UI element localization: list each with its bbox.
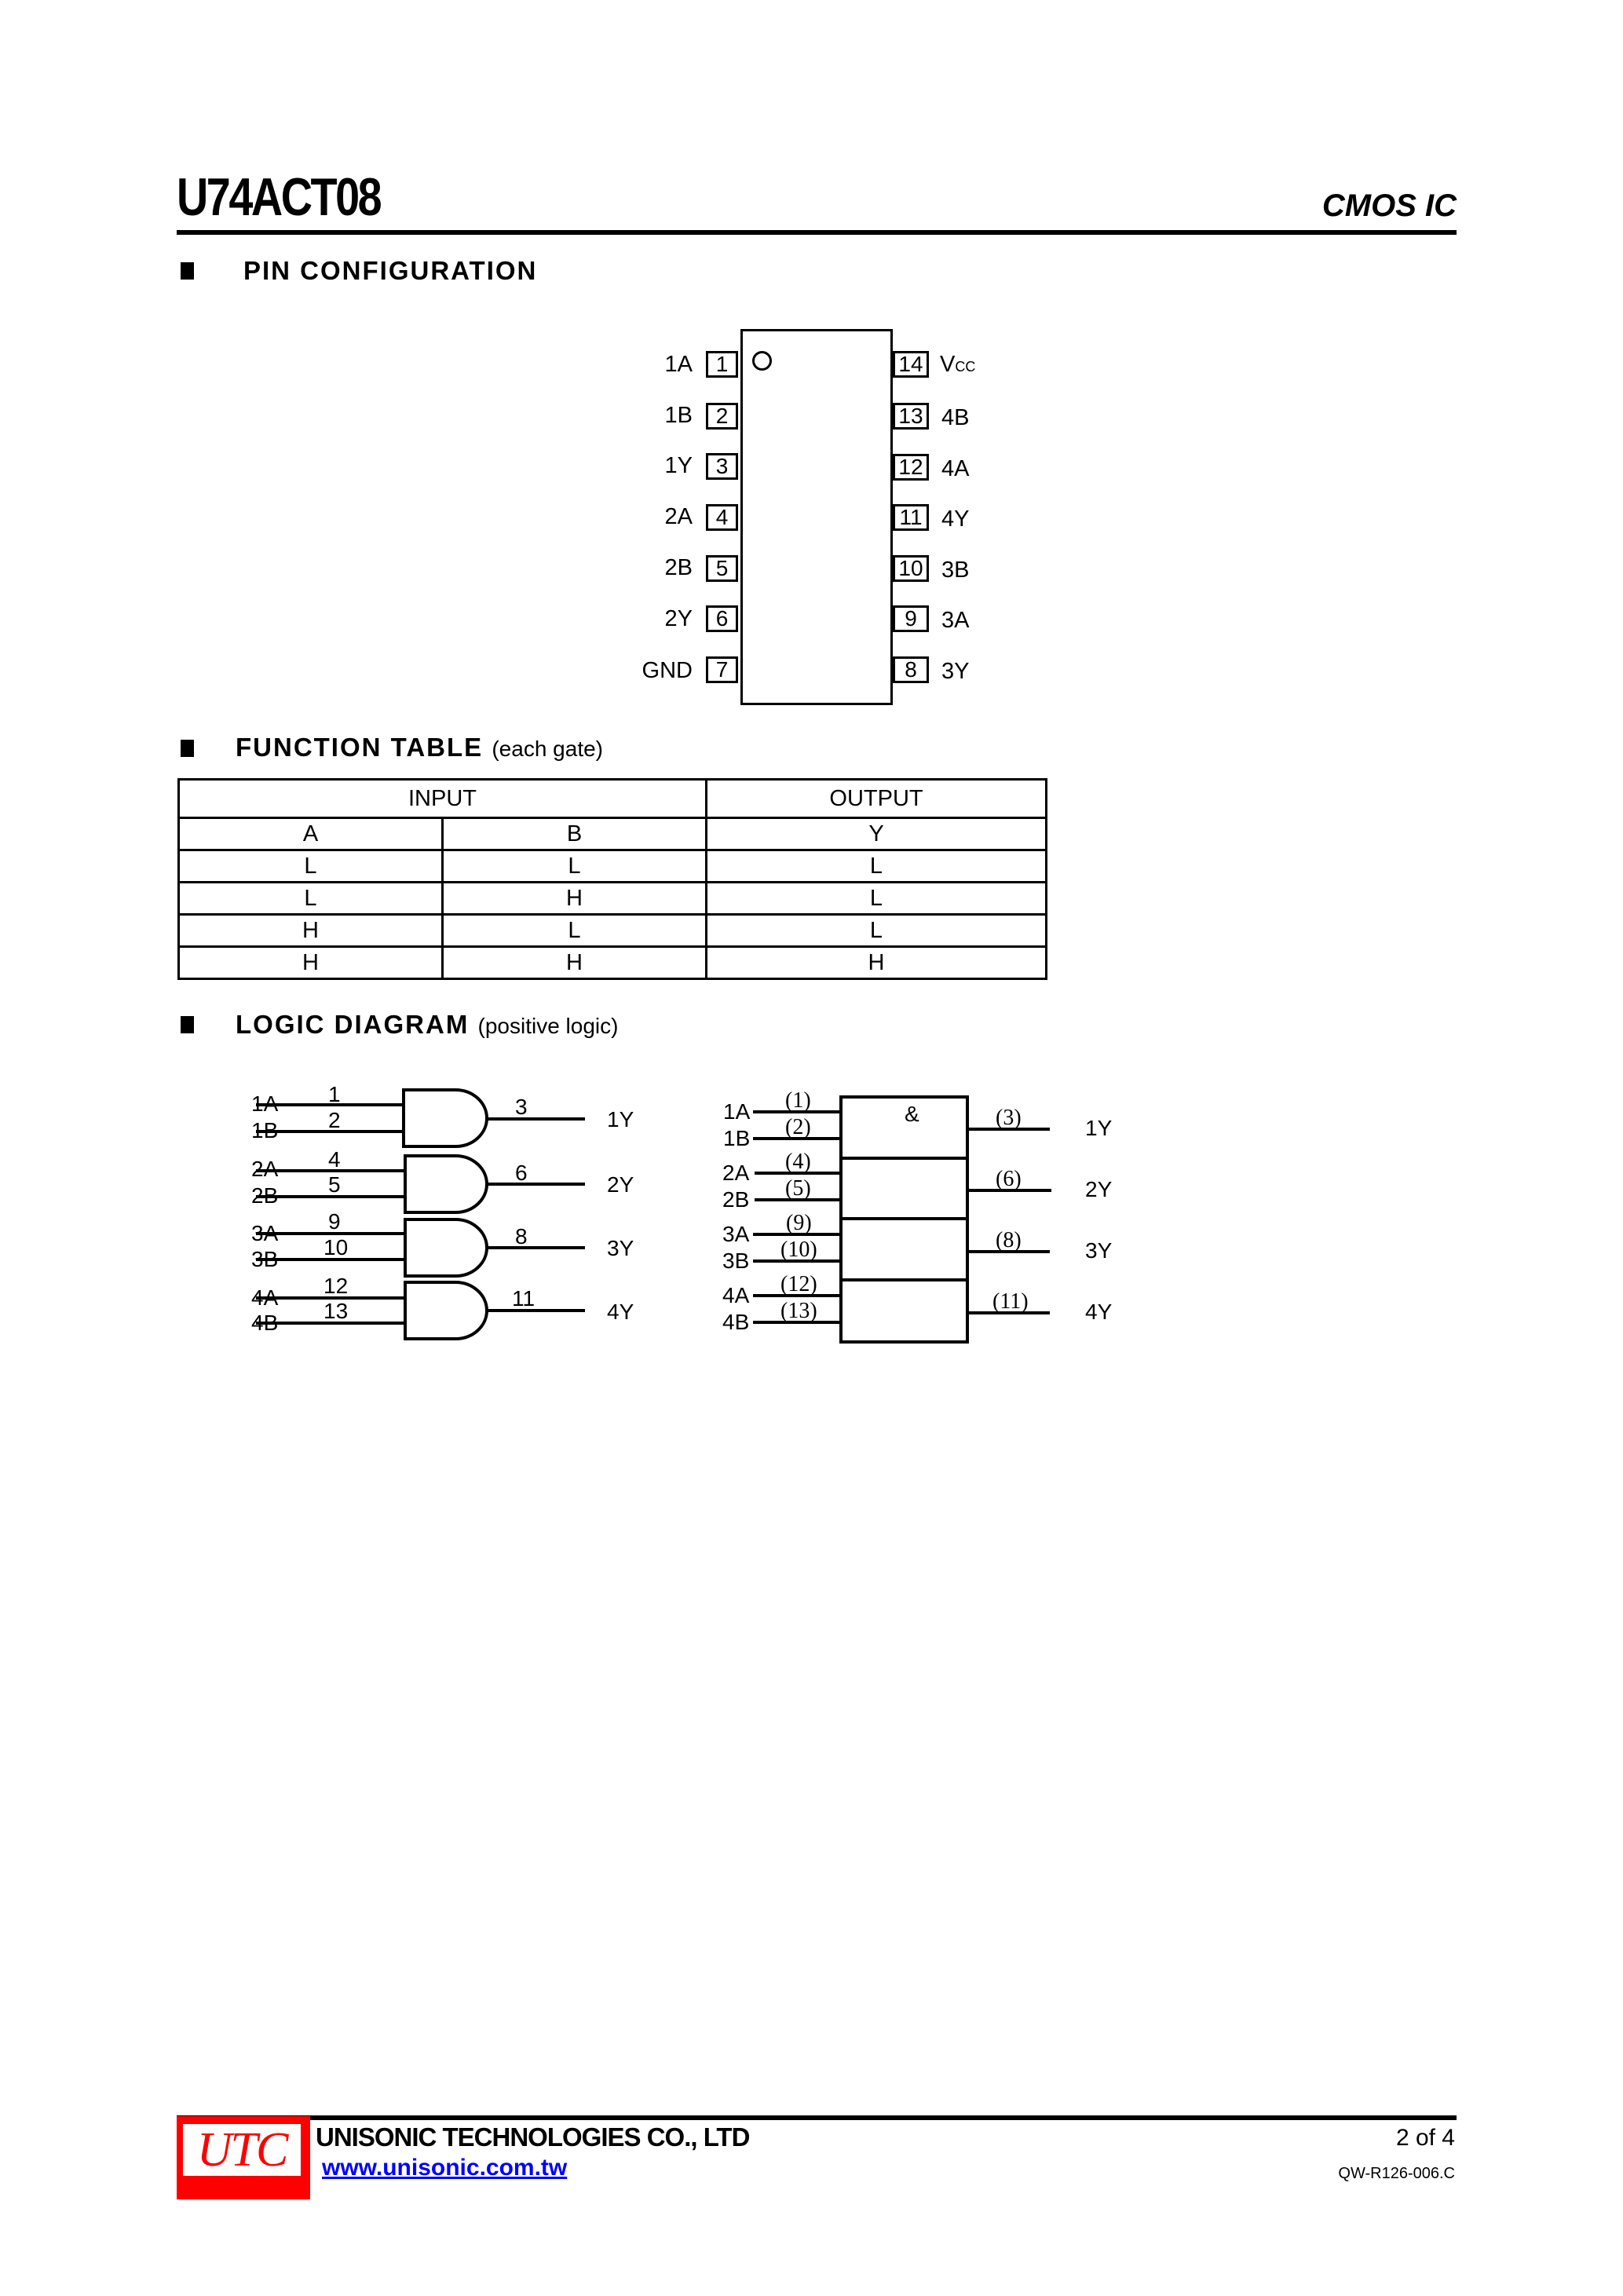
part-number-title: U74ACT08 bbox=[177, 167, 381, 227]
and-symbol: & bbox=[905, 1102, 919, 1126]
output-label: 1Y bbox=[1085, 1116, 1113, 1140]
output-label: 2Y bbox=[1085, 1177, 1113, 1201]
pin-number: 9 bbox=[328, 1209, 341, 1234]
output-label: 4Y bbox=[1085, 1300, 1113, 1324]
pin-number: 4 bbox=[328, 1147, 341, 1172]
pin-number: (3) bbox=[996, 1106, 1022, 1130]
pin-number-box: 4 bbox=[706, 504, 738, 531]
pin-number: 5 bbox=[328, 1172, 341, 1197]
output-label: 4Y bbox=[607, 1300, 634, 1324]
pin-label-text: V bbox=[940, 352, 956, 377]
input-label: 4B bbox=[251, 1311, 279, 1335]
company-name: UNISONIC TECHNOLOGIES CO., LTD bbox=[316, 2122, 750, 2152]
input-label: 4B bbox=[722, 1310, 750, 1334]
table-cell: H bbox=[179, 915, 443, 947]
document-code: QW-R126-006.C bbox=[1338, 2165, 1455, 2182]
category-label: CMOS IC bbox=[1321, 188, 1457, 223]
pin-number-box: 6 bbox=[706, 605, 738, 632]
logic-diagram-note: (positive logic) bbox=[477, 1014, 619, 1038]
pin-label: 4Y bbox=[941, 506, 970, 532]
page-number: 2 of 4 bbox=[1395, 2125, 1455, 2151]
table-cell: L bbox=[707, 850, 1047, 883]
pin-label: 4B bbox=[941, 405, 970, 430]
input-label: 1A bbox=[723, 1099, 751, 1124]
pin-label: 2B bbox=[664, 555, 693, 580]
input-label: 2B bbox=[251, 1183, 279, 1208]
pin-number: (1) bbox=[785, 1088, 811, 1113]
pin-number-box: 11 bbox=[893, 504, 929, 531]
function-table-title: FUNCTION TABLE bbox=[236, 733, 484, 762]
input-label: 1A bbox=[251, 1091, 279, 1116]
pin-number: (8) bbox=[996, 1228, 1022, 1252]
table-cell: L bbox=[179, 850, 443, 883]
pin-number-box: 9 bbox=[893, 605, 929, 632]
pin-label: 3A bbox=[941, 608, 970, 633]
pin-label: 3B bbox=[941, 558, 970, 583]
table-header-input: INPUT bbox=[179, 780, 707, 818]
table-cell: L bbox=[707, 883, 1047, 915]
table-cell: L bbox=[179, 883, 443, 915]
table-column-header: Y bbox=[707, 818, 1047, 850]
utc-logo-text: UTC bbox=[183, 2124, 301, 2176]
output-label: 3Y bbox=[607, 1236, 634, 1260]
pin-label: 2A bbox=[664, 504, 693, 529]
input-label: 2A bbox=[251, 1157, 279, 1181]
pin-label: 2Y bbox=[664, 606, 693, 631]
table-cell: L bbox=[443, 850, 707, 883]
pin-number: (10) bbox=[780, 1238, 817, 1262]
pin-number-box: 7 bbox=[706, 656, 738, 683]
pin-label: 1A bbox=[664, 352, 693, 377]
pin-number: 8 bbox=[515, 1224, 528, 1249]
pin-label-subscript: CC bbox=[955, 359, 976, 375]
logic-diagram-title: LOGIC DIAGRAM bbox=[236, 1010, 470, 1039]
input-label: 3A bbox=[722, 1222, 750, 1246]
pin-number-box: 5 bbox=[706, 555, 738, 582]
section-title-pin-configuration: PIN CONFIGURATION bbox=[243, 256, 538, 285]
output-label: 3Y bbox=[1085, 1238, 1113, 1263]
input-label: 4A bbox=[251, 1285, 279, 1310]
pin-number: 10 bbox=[324, 1235, 349, 1260]
input-label: 2A bbox=[722, 1161, 750, 1185]
website-link[interactable]: www.unisonic.com.tw bbox=[322, 2155, 568, 2181]
pin-number-box: 10 bbox=[893, 555, 929, 582]
input-label: 1B bbox=[251, 1118, 279, 1143]
pin-number: (2) bbox=[785, 1115, 811, 1139]
pin-label: 1B bbox=[664, 403, 693, 428]
pin-number: (6) bbox=[996, 1167, 1022, 1191]
utc-logo bbox=[177, 2116, 310, 2199]
table-cell: H bbox=[443, 947, 707, 979]
pin-number-box: 1 bbox=[706, 351, 738, 378]
pin-number-box: 12 bbox=[893, 454, 929, 481]
pin-number: (9) bbox=[786, 1211, 812, 1235]
output-label: 2Y bbox=[607, 1172, 634, 1197]
pin-number: 13 bbox=[324, 1299, 349, 1323]
table-cell: H bbox=[179, 947, 443, 979]
table-cell: H bbox=[707, 947, 1047, 979]
pin-number: 12 bbox=[324, 1274, 349, 1298]
input-label: 3B bbox=[251, 1247, 279, 1271]
pin-label: 1Y bbox=[664, 453, 693, 478]
pin-label: 4A bbox=[941, 456, 970, 481]
pin-number: (5) bbox=[785, 1176, 811, 1201]
table-cell: H bbox=[443, 883, 707, 915]
table-header-output: OUTPUT bbox=[707, 780, 1047, 818]
pin-number: 3 bbox=[515, 1095, 528, 1119]
pin-number: (11) bbox=[992, 1289, 1029, 1314]
pin-number: (4) bbox=[785, 1150, 811, 1174]
pin-number: 2 bbox=[328, 1108, 341, 1132]
pin-number-box: 13 bbox=[893, 403, 929, 430]
pin-number: 11 bbox=[512, 1286, 536, 1311]
pin-number: (13) bbox=[780, 1299, 817, 1323]
pin-number: 1 bbox=[328, 1082, 341, 1106]
table-column-header: A bbox=[179, 818, 443, 850]
input-label: 2B bbox=[722, 1187, 750, 1212]
pin-number-box: 2 bbox=[706, 403, 738, 430]
pin-number: (12) bbox=[780, 1272, 817, 1296]
pin-number-box: 8 bbox=[893, 656, 929, 683]
pin-label: 3Y bbox=[941, 659, 970, 684]
input-label: 3A bbox=[251, 1221, 279, 1245]
table-cell: L bbox=[707, 915, 1047, 947]
input-label: 1B bbox=[723, 1126, 751, 1150]
table-cell: L bbox=[443, 915, 707, 947]
input-label: 3B bbox=[722, 1249, 750, 1273]
pin-label: GND bbox=[642, 658, 693, 683]
function-table-note: (each gate) bbox=[492, 737, 603, 761]
pin-number-box: 14 bbox=[893, 351, 929, 378]
pin-number: 6 bbox=[515, 1161, 528, 1185]
output-label: 1Y bbox=[607, 1107, 634, 1132]
table-column-header: B bbox=[443, 818, 707, 850]
input-label: 4A bbox=[722, 1283, 750, 1307]
pin-number-box: 3 bbox=[706, 453, 738, 480]
footer-divider bbox=[177, 2115, 1457, 2120]
